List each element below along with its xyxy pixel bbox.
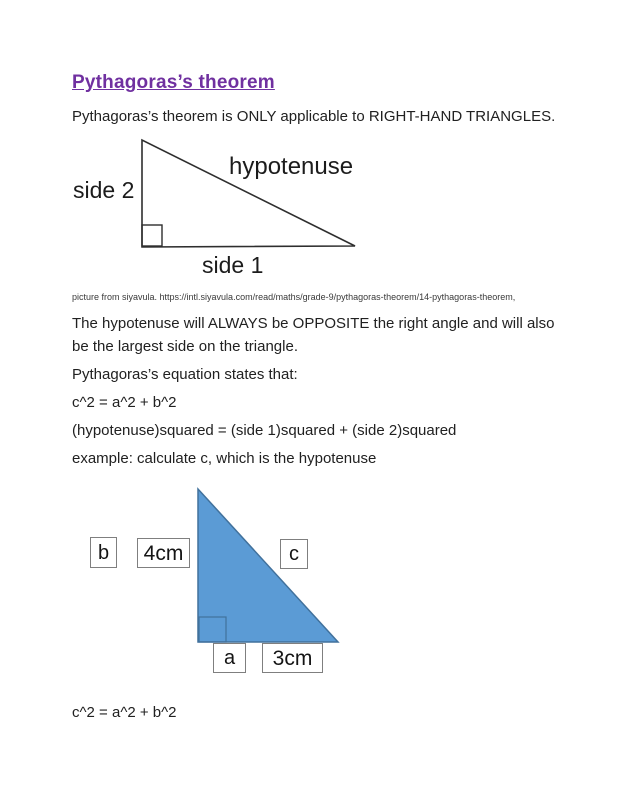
label-box-4cm	[137, 538, 190, 568]
labelled-right-triangle-figure	[72, 138, 372, 278]
example-prompt-line: example: calculate c, which is the hypotenuse	[72, 450, 377, 467]
equation-intro-paragraph: Pythagoras’s equation states that:	[72, 366, 298, 383]
side1-label: side 1	[202, 252, 264, 278]
intro-paragraph: Pythagoras’s theorem is ONLY applicable to RIGHT-HAND TRIANGLES.	[72, 108, 556, 125]
label-box-c	[280, 539, 308, 569]
image-credit-text: picture from siyavula. https://intl.siyavula.com/read/maths/grade-9/pythagoras-theorem/14-pythagoras-theorem,	[72, 292, 516, 302]
label-box-3cm	[262, 643, 323, 673]
label-c-text: c	[289, 543, 299, 565]
right-angle-marker	[142, 225, 162, 246]
hypotenuse-label: hypotenuse	[229, 153, 354, 180]
label-box-a	[213, 643, 246, 673]
side2-label: side 2	[73, 177, 135, 203]
closing-equation-line: c^2 = a^2 + b^2	[72, 704, 177, 721]
label-3cm-text: 3cm	[272, 646, 313, 670]
hypotenuse-note-paragraph: The hypotenuse will ALWAYS be OPPOSITE the right angle and will also be the largest side on the triangle.	[72, 315, 555, 355]
label-a-text: a	[223, 647, 236, 669]
label-b-text: b	[97, 541, 110, 564]
equation-symbols-line: c^2 = a^2 + b^2	[72, 394, 177, 411]
example-triangle-figure	[80, 480, 380, 680]
page-title: Pythagoras’s theorem	[72, 72, 275, 93]
label-box-b	[90, 537, 117, 568]
blue-right-triangle	[198, 489, 338, 642]
label-4cm-text: 4cm	[143, 541, 184, 565]
equation-words-line: (hypotenuse)squared = (side 1)squared + (side 2)squared	[72, 422, 457, 439]
